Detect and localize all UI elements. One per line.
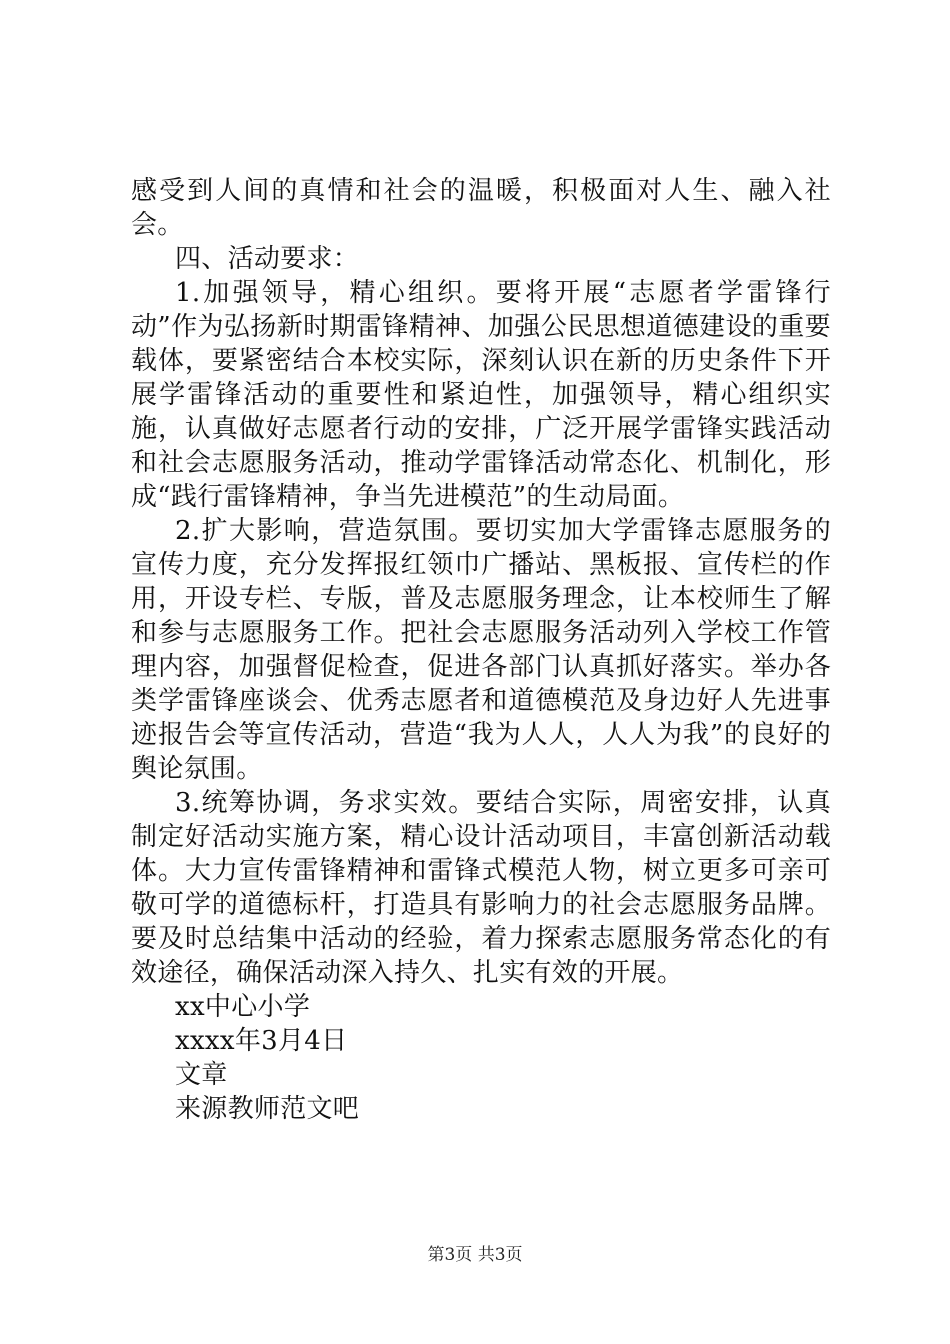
signature-date: xxxx年3月4日: [175, 1026, 348, 1056]
page-number-label: 第3页 共3页: [427, 1245, 523, 1265]
page-footer: [0, 1244, 950, 1266]
paragraph-requirement-2: 2.扩大影响，营造氛围。要切实加大学雷锋志愿服务的宣传力度，充分发挥报红领巾广播站、黑板报、宣传栏的作用，开设专栏、专版，普及志愿服务理念，让本校师生了解和参与志愿服务工作。把社会志愿服务活动列入学校工作管理内容，加强督促检查，促进各部门认真抓好落实。举办各类学雷锋座谈会、优秀志愿者和道德模范及身边好人先进事迹报告会等宣传活动，营造“我为人人，人人为我”的良好的舆论氛围。: [131, 516, 831, 784]
paragraph-continuation: 感受到人间的真情和社会的温暖，积极面对人生、融入社会。: [131, 176, 831, 240]
signature-line-source: 来源教师范文吧: [175, 1094, 360, 1124]
paragraph-requirement-1: 1.加强领导，精心组织。要将开展“志愿者学雷锋行动”作为弘扬新时期雷锋精神、加强公民思想道德建设的重要载体，要紧密结合本校实际，深刻认识在新的历史条件下开展学雷锋活动的重要性和紧迫性，加强领导，精心组织实施，认真做好志愿者行动的安排，广泛开展学雷锋实践活动和社会志愿服务活动，推动学雷锋活动常态化、机制化，形成“践行雷锋精神，争当先进模范”的生动局面。: [131, 278, 831, 512]
section-heading-requirements: 四、活动要求：: [175, 244, 360, 274]
document-body: [131, 174, 831, 1126]
signature-organization: xx中心小学: [175, 992, 311, 1022]
signature-line-article: 文章: [175, 1060, 228, 1090]
paragraph-requirement-3: 3.统筹协调，务求实效。要结合实际，周密安排，认真制定好活动实施方案，精心设计活动项目，丰富创新活动载体。大力宣传雷锋精神和雷锋式模范人物，树立更多可亲可敬可学的道德标杆，打造具有影响力的社会志愿服务品牌。要及时总结集中活动的经验，着力探索志愿服务常态化的有效途径，确保活动深入持久、扎实有效的开展。: [131, 788, 831, 988]
